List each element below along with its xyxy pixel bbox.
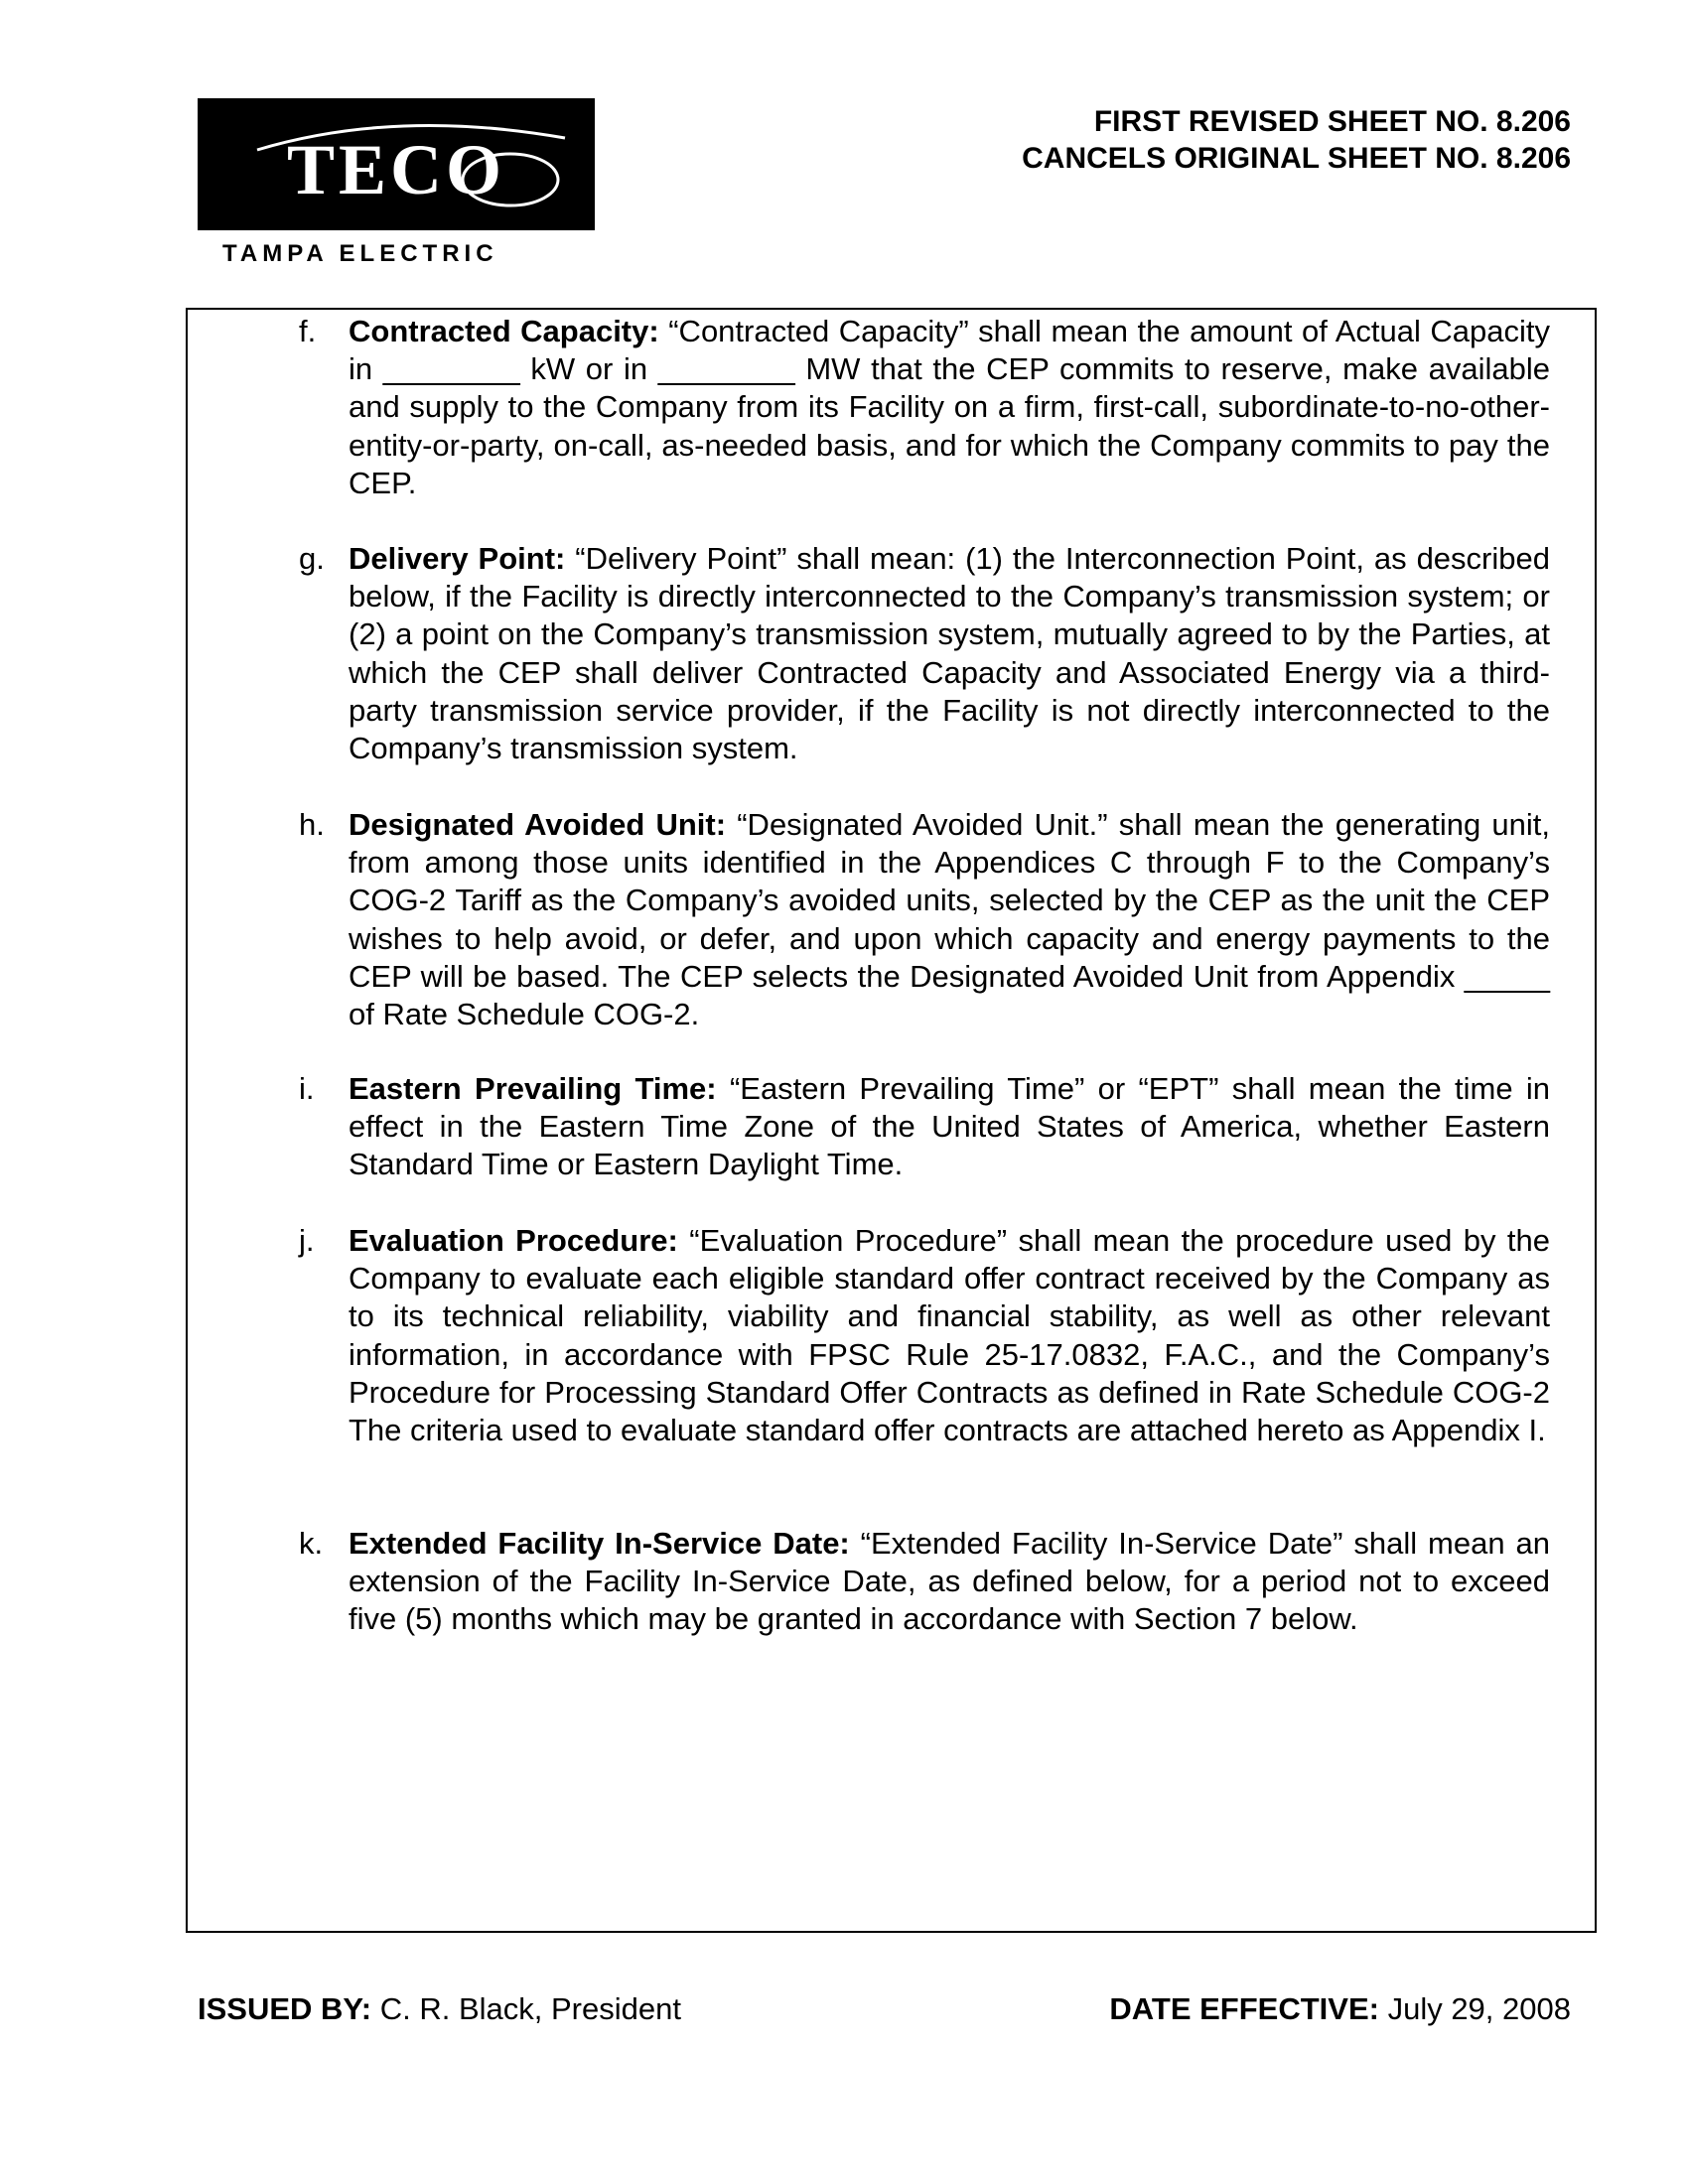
logo-text: TECO — [286, 130, 506, 209]
definition-text: “Delivery Point” shall mean: (1) the Interconnection Point, as described below, if the Facility is directly interconnected to the Company’s transmission system; or (2) a point on the Company’s transmission system, mutually agreed to by the Parties, at which the CEP shall deliver Contracted Capacity and Associated Energy via a third-party transmission service provider, if the Facility is not directly interconnected to the Company’s transmission system. — [349, 541, 1550, 766]
definition-body — [349, 540, 1550, 767]
definition-letter: j. — [299, 1223, 315, 1258]
issued-by-label: ISSUED BY: — [198, 1991, 372, 2026]
issued-by — [198, 1991, 681, 2027]
sheet-line-2: CANCELS ORIGINAL SHEET NO. 8.206 — [1022, 142, 1571, 175]
definition-item — [299, 540, 1550, 767]
definition-item — [299, 1222, 1550, 1449]
definition-text: “Eastern Prevailing Time” or “EPT” shall mean the time in effect in the Eastern Time Zone of the United States of America, whether Eastern Standard Time or Eastern Daylight Time. — [349, 1071, 1550, 1182]
definition-letter: g. — [299, 541, 325, 576]
definition-item — [299, 1525, 1550, 1639]
issued-by-value: C. R. Black, President — [379, 1991, 681, 2026]
definition-item — [299, 806, 1550, 1033]
definition-letter: i. — [299, 1071, 315, 1106]
definition-item — [299, 1070, 1550, 1184]
definition-body — [349, 1525, 1550, 1639]
date-effective-label: DATE EFFECTIVE: — [1109, 1991, 1379, 2026]
definition-term: Delivery Point: — [349, 541, 566, 576]
definition-item — [299, 313, 1550, 502]
definition-term: Eastern Prevailing Time: — [349, 1071, 717, 1106]
definition-term: Contracted Capacity: — [349, 314, 659, 348]
definition-body — [349, 1222, 1550, 1449]
definition-text: “Contracted Capacity” shall mean the amount of Actual Capacity in ________ kW or in ________ MW that the CEP commits to reserve, make available and supply to the Company from its Facility on a firm, first-call, subordinate-to-no-other-entity-or-party, on-call, as-needed basis, and for which the Company commits to pay the CEP. — [349, 314, 1550, 500]
sheet-line-1: FIRST REVISED SHEET NO. 8.206 — [1093, 105, 1571, 138]
definition-letter: h. — [299, 807, 325, 842]
definition-letter: k. — [299, 1526, 324, 1561]
definition-body — [349, 1070, 1550, 1184]
definition-text: “Extended Facility In-Service Date” shall mean an extension of the Facility In-Service Date, as defined below, for a period not to exceed five (5) months which may be granted in accordance with Section 7 below. — [349, 1526, 1550, 1637]
definition-body — [349, 806, 1550, 1033]
date-effective — [1109, 1991, 1571, 2027]
sheet-number — [1022, 103, 1571, 177]
definition-text: “Evaluation Procedure” shall mean the procedure used by the Company to evaluate each eligible standard offer contract received by the Company as to its technical reliability, viability and financial stability, as well as other relevant information, in accordance with FPSC Rule 25-17.0832, F.A.C., and the Company’s Procedure for Processing Standard Offer Contracts as defined in Rate Schedule COG-2 The criteria used to evaluate standard offer contracts are attached hereto as Appendix I. — [349, 1223, 1550, 1448]
date-effective-value: July 29, 2008 — [1387, 1991, 1571, 2026]
definition-letter: f. — [299, 314, 317, 348]
company-name: TAMPA ELECTRIC — [222, 240, 498, 267]
definition-body — [349, 313, 1550, 502]
content-frame — [186, 308, 1597, 1933]
company-logo — [198, 98, 595, 230]
definition-text: “Designated Avoided Unit.” shall mean the generating unit, from among those units identified in the Appendices C through F to the Company’s COG-2 Tariff as the Company’s avoided units, selected by the CEP as the unit the CEP wishes to help avoid, or defer, and upon which capacity and energy payments to the CEP will be based. The CEP selects the Designated Avoided Unit from Appendix _____ of Rate Schedule COG-2. — [349, 807, 1550, 1032]
definition-term: Evaluation Procedure: — [349, 1223, 678, 1258]
definition-term: Designated Avoided Unit: — [349, 807, 727, 842]
definition-term: Extended Facility In-Service Date: — [349, 1526, 850, 1561]
